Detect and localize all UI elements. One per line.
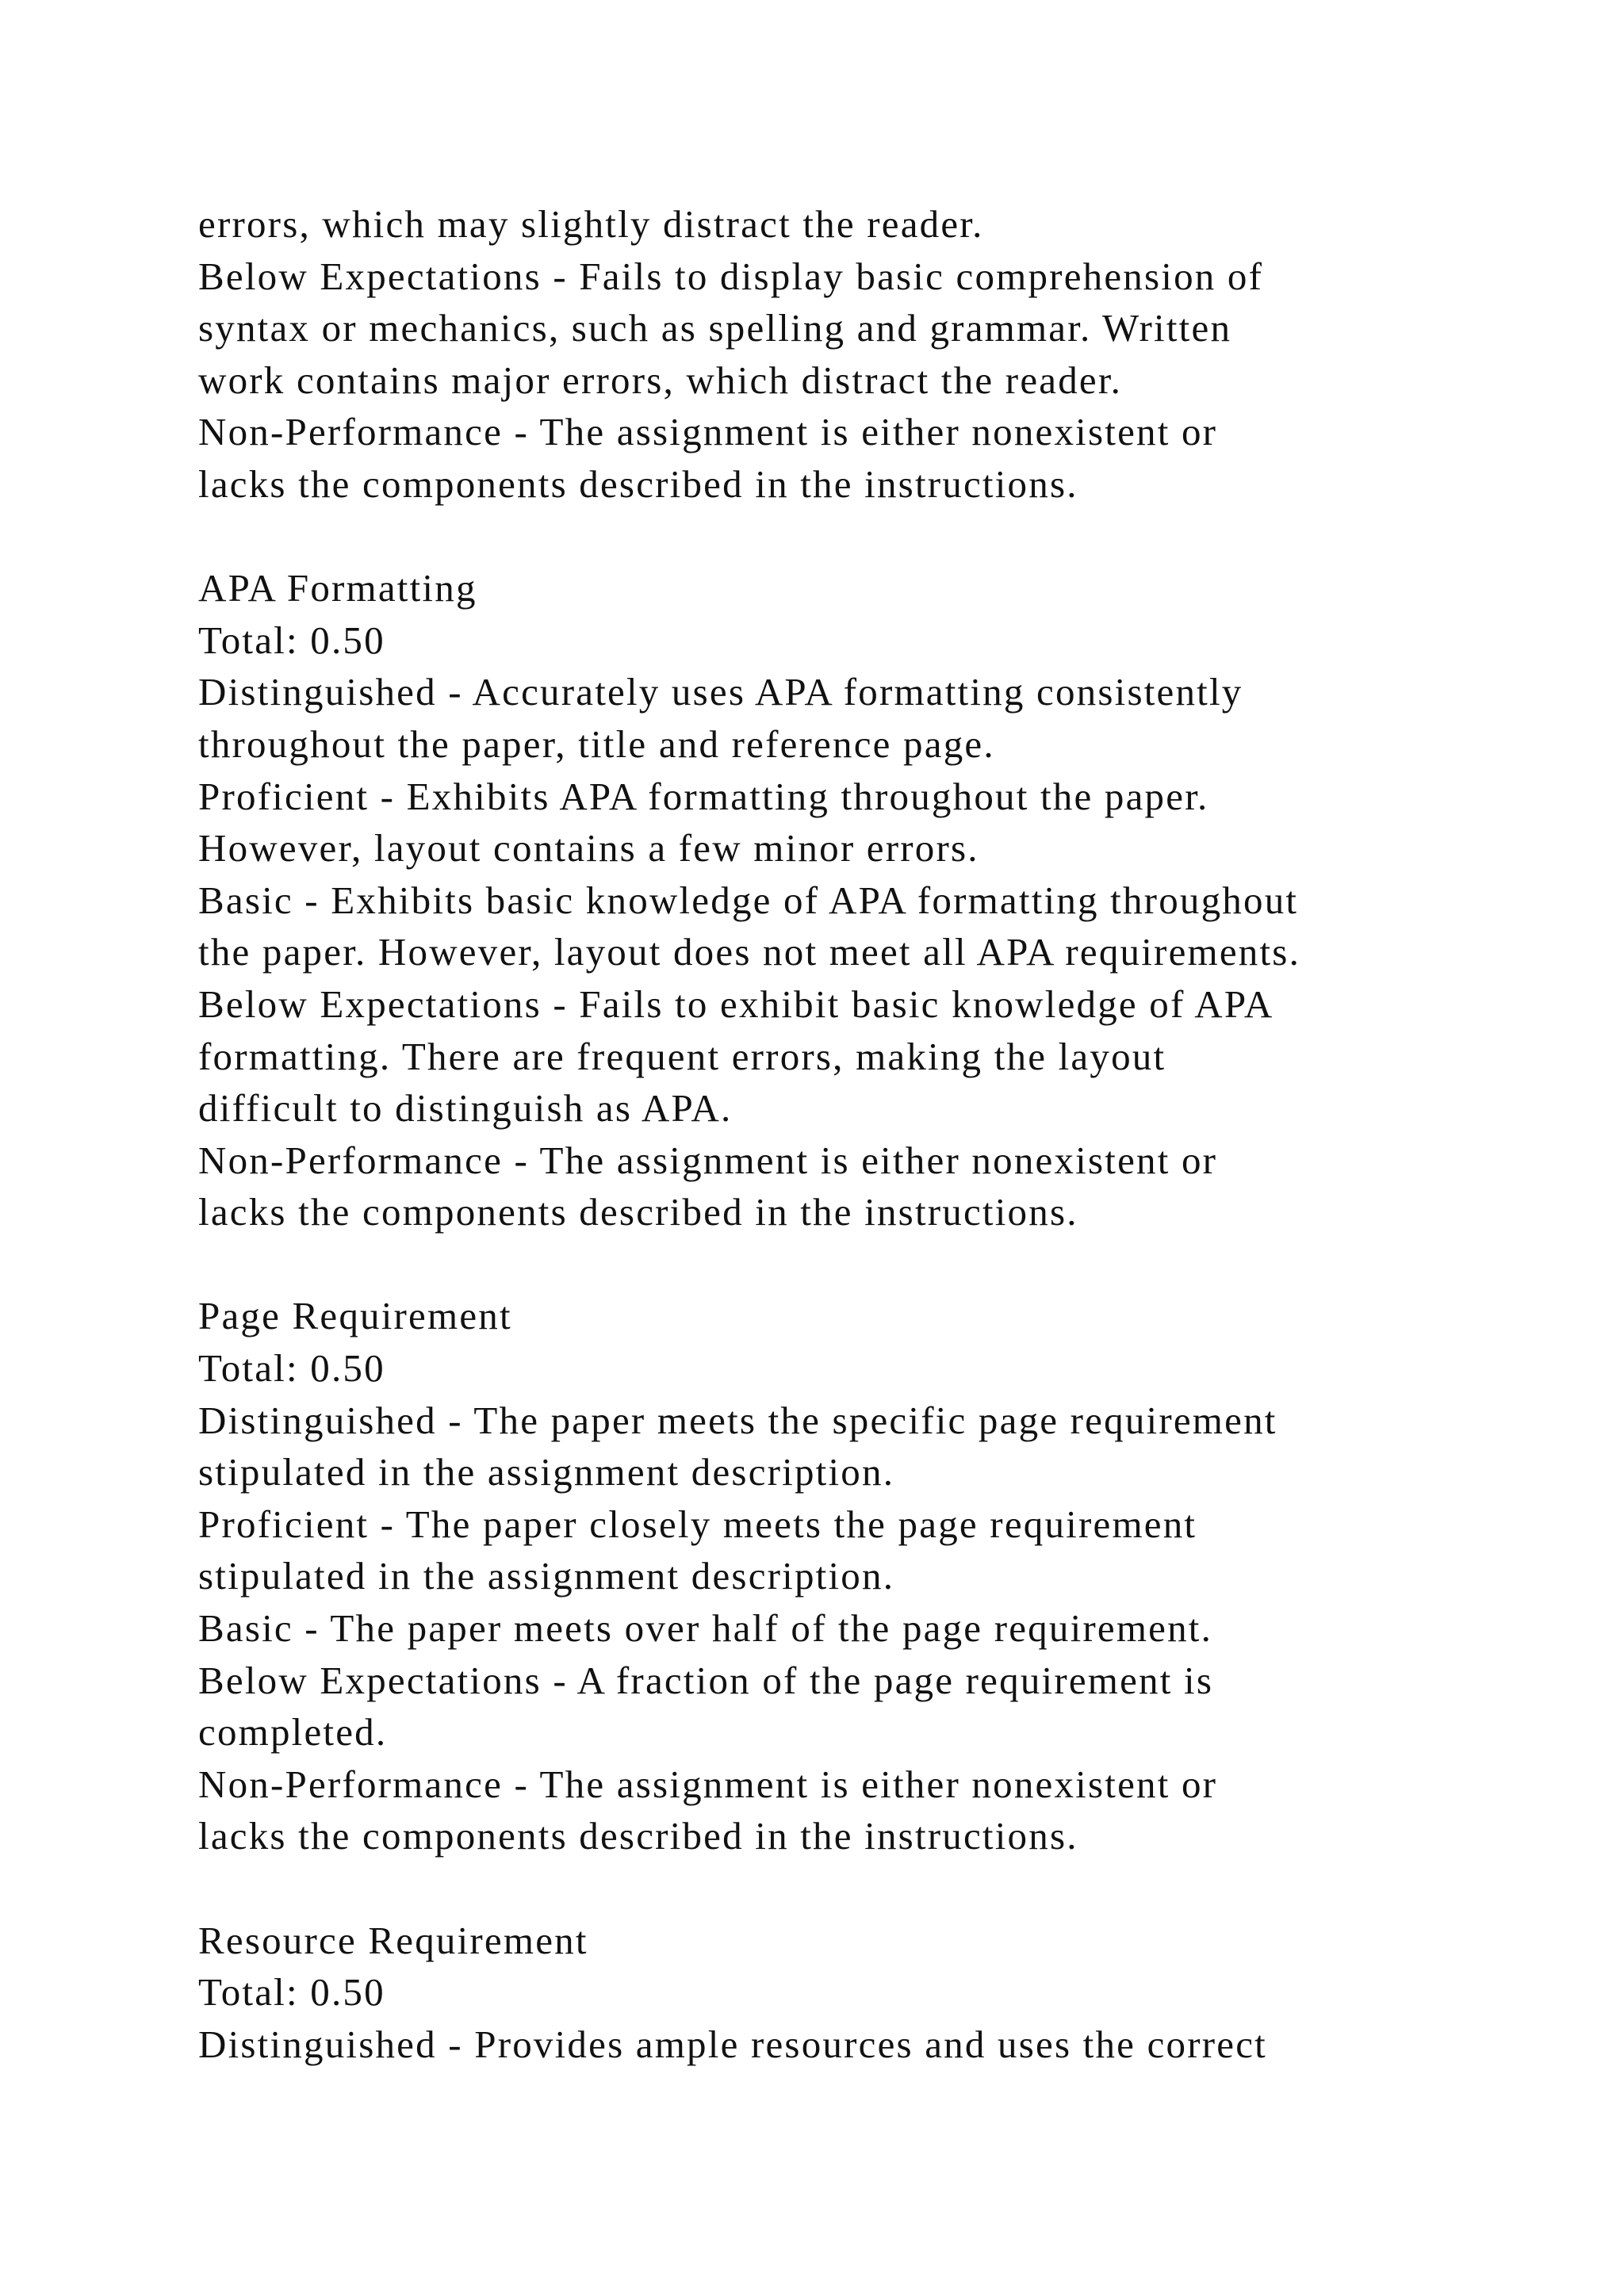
text-line: Distinguished - Provides ample resources and uses the correct (198, 2022, 1267, 2066)
text-line: Non-Performance - The assignment is either nonexistent or (198, 410, 1218, 454)
text-line: lacks the components described in the instructions. (198, 1814, 1078, 1858)
blank-line (198, 511, 1546, 563)
text-line: However, layout contains a few minor errors. (198, 826, 979, 871)
text-line: completed. (198, 1710, 388, 1755)
section-total: Total: 0.50 (198, 618, 385, 662)
text-line: work contains major errors, which distract the reader. (198, 358, 1123, 402)
text-line: Basic - Exhibits basic knowledge of APA formatting throughout (198, 878, 1299, 922)
text-line: Non-Performance - The assignment is either nonexistent or (198, 1762, 1218, 1806)
text-line: stipulated in the assignment description. (198, 1554, 895, 1598)
text-line: throughout the paper, title and reference page. (198, 721, 995, 766)
text-line: errors, which may slightly distract the reader. (198, 202, 984, 246)
text-line: Proficient - The paper closely meets the page requirement (198, 1502, 1197, 1546)
blank-line (198, 1238, 1546, 1291)
section-heading-resource-requirement: Resource Requirement (198, 1918, 588, 1962)
text-line: formatting. There are frequent errors, making the layout (198, 1034, 1166, 1078)
text-line: Non-Performance - The assignment is either nonexistent or (198, 1138, 1218, 1182)
text-line: Below Expectations - Fails to display basic comprehension of (198, 254, 1264, 298)
section-heading-apa-formatting: APA Formatting (198, 566, 477, 610)
text-line: syntax or mechanics, such as spelling and grammar. Written (198, 306, 1232, 350)
text-line: lacks the components described in the instructions. (198, 461, 1078, 506)
blank-line (198, 1862, 1546, 1915)
text-line: the paper. However, layout does not meet all APA requirements. (198, 930, 1301, 974)
text-line: Below Expectations - Fails to exhibit basic knowledge of APA (198, 982, 1274, 1026)
text-line: Distinguished - The paper meets the specific page requirement (198, 1398, 1277, 1442)
section-total: Total: 0.50 (198, 1346, 385, 1391)
text-line: Distinguished - Accurately uses APA formatting consistently (198, 670, 1243, 714)
text-line: Proficient - Exhibits APA formatting throughout the paper. (198, 774, 1209, 818)
text-line: Basic - The paper meets over half of the page requirement. (198, 1606, 1213, 1651)
section-heading-page-requirement: Page Requirement (198, 1294, 512, 1338)
text-line: lacks the components described in the instructions. (198, 1190, 1078, 1234)
document-text (198, 198, 1546, 2070)
text-line: difficult to distinguish as APA. (198, 1086, 733, 1131)
section-total: Total: 0.50 (198, 1970, 385, 2015)
text-line: Below Expectations - A fraction of the page requirement is (198, 1658, 1214, 1702)
text-line: stipulated in the assignment description. (198, 1450, 895, 1494)
